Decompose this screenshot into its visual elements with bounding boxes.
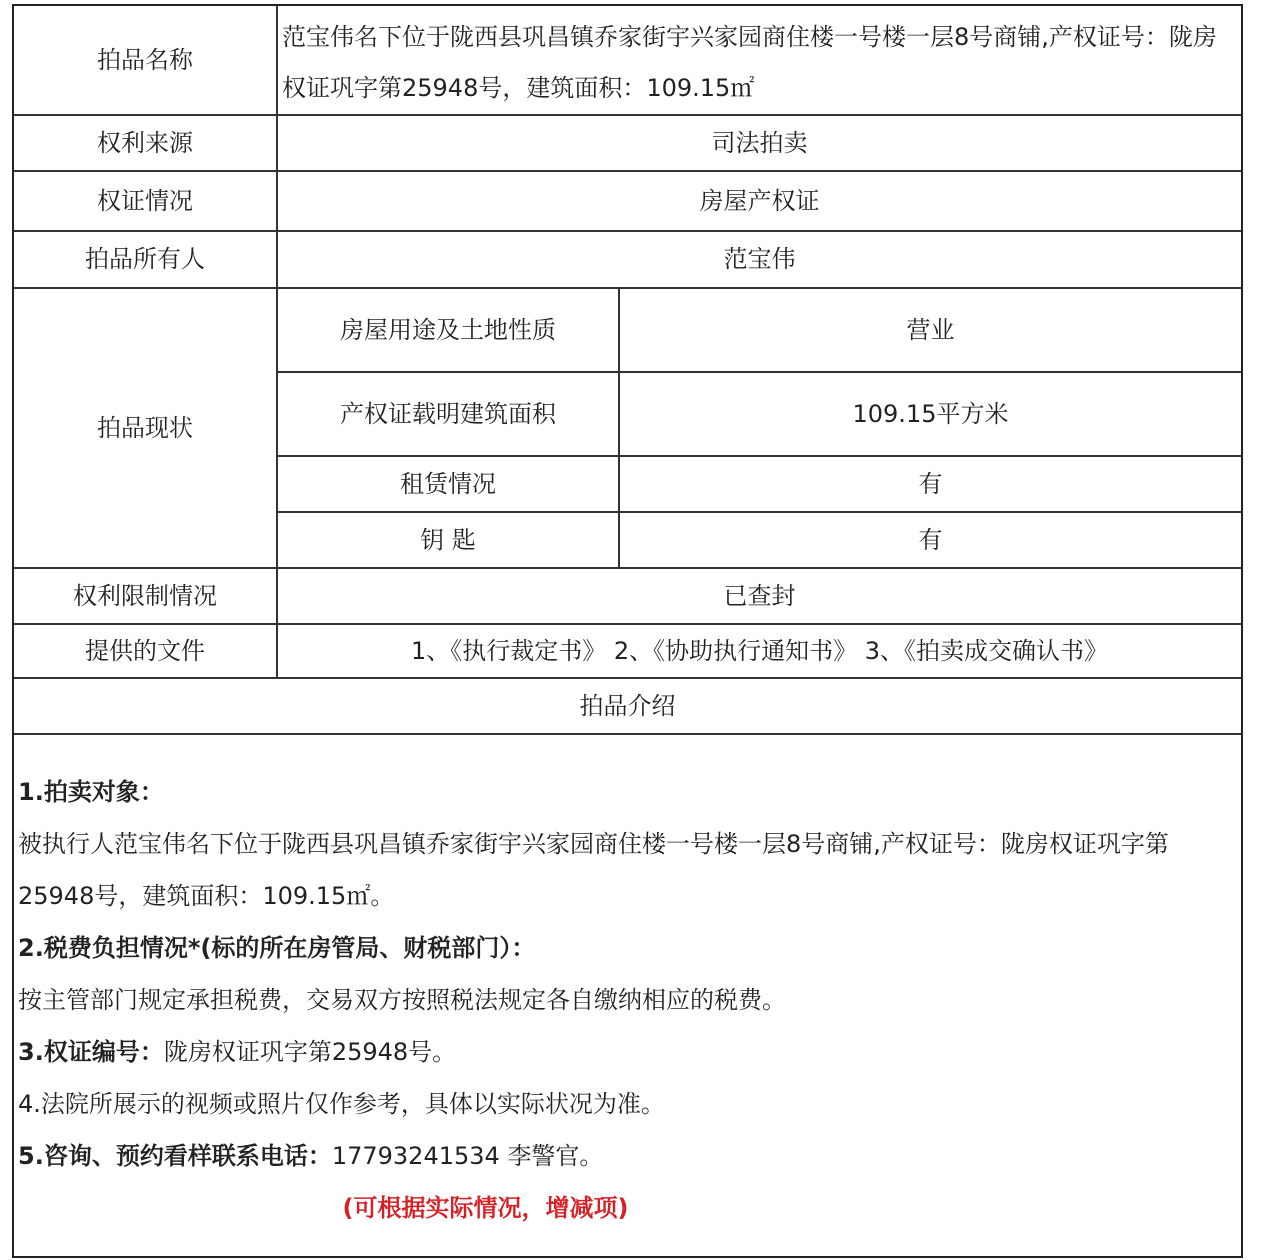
table-row bbox=[14, 678, 1241, 734]
section-5-body: 17793241534 李警官。 bbox=[331, 1142, 604, 1170]
auction-info-table bbox=[14, 6, 1241, 735]
table-row bbox=[14, 231, 1241, 288]
auction-document bbox=[12, 4, 1243, 1258]
table-row bbox=[14, 624, 1241, 678]
area-label: 产权证载明建筑面积 bbox=[277, 372, 619, 456]
section-2-title: 2.税费负担情况*(标的所在房管局、财税部门）： bbox=[18, 934, 536, 962]
documents-value: 1、《执行裁定书》 2、《协助执行通知书》 3、《拍卖成交确认书》 bbox=[277, 624, 1241, 678]
key-value: 有 bbox=[619, 512, 1241, 568]
table-row bbox=[14, 171, 1241, 231]
section-1-body: 被执行人范宝伟名下位于陇西县巩昌镇乔家街宇兴家园商住楼一号楼一层8号商铺,产权证号：陇房权证巩字第25948号，建筑面积：109.15㎡。 bbox=[18, 830, 1169, 910]
lease-label: 租赁情况 bbox=[277, 456, 619, 512]
adjust-note: (可根据实际情况，增减项) bbox=[342, 1194, 629, 1222]
section-4-text: 4.法院所展示的视频或照片仅作参考，具体以实际状况为准。 bbox=[18, 1090, 665, 1118]
item-name-label: 拍品名称 bbox=[14, 6, 277, 115]
intro-section bbox=[18, 766, 1233, 1234]
table-row bbox=[14, 115, 1241, 171]
area-value: 109.15平方米 bbox=[619, 372, 1241, 456]
owner-label: 拍品所有人 bbox=[14, 231, 277, 288]
item-name-value: 范宝伟名下位于陇西县巩昌镇乔家街宇兴家园商住楼一号楼一层8号商铺,产权证号：陇房权证巩字第25948号，建筑面积：109.15㎡ bbox=[277, 6, 1241, 115]
section-2-body: 按主管部门规定承担税费，交易双方按照税法规定各自缴纳相应的税费。 bbox=[18, 986, 786, 1014]
rights-source-label: 权利来源 bbox=[14, 115, 277, 171]
certificate-value: 房屋产权证 bbox=[277, 171, 1241, 231]
restriction-label: 权利限制情况 bbox=[14, 568, 277, 624]
usage-label: 房屋用途及土地性质 bbox=[277, 288, 619, 372]
section-3-title: 3.权证编号： bbox=[18, 1038, 164, 1066]
owner-value: 范宝伟 bbox=[277, 231, 1241, 288]
lease-value: 有 bbox=[619, 456, 1241, 512]
section-1-title: 1.拍卖对象： bbox=[18, 778, 164, 806]
certificate-label: 权证情况 bbox=[14, 171, 277, 231]
table-row bbox=[14, 6, 1241, 115]
section-3-body: 陇房权证巩字第25948号。 bbox=[163, 1038, 457, 1066]
usage-value: 营业 bbox=[619, 288, 1241, 372]
section-5-title: 5.咨询、预约看样联系电话： bbox=[18, 1142, 332, 1170]
table-row bbox=[14, 288, 1241, 372]
documents-label: 提供的文件 bbox=[14, 624, 277, 678]
status-label: 拍品现状 bbox=[14, 288, 277, 568]
rights-source-value: 司法拍卖 bbox=[277, 115, 1241, 171]
restriction-value: 已查封 bbox=[277, 568, 1241, 624]
key-label: 钥 匙 bbox=[277, 512, 619, 568]
table-row bbox=[14, 568, 1241, 624]
intro-header: 拍品介绍 bbox=[14, 678, 1241, 734]
